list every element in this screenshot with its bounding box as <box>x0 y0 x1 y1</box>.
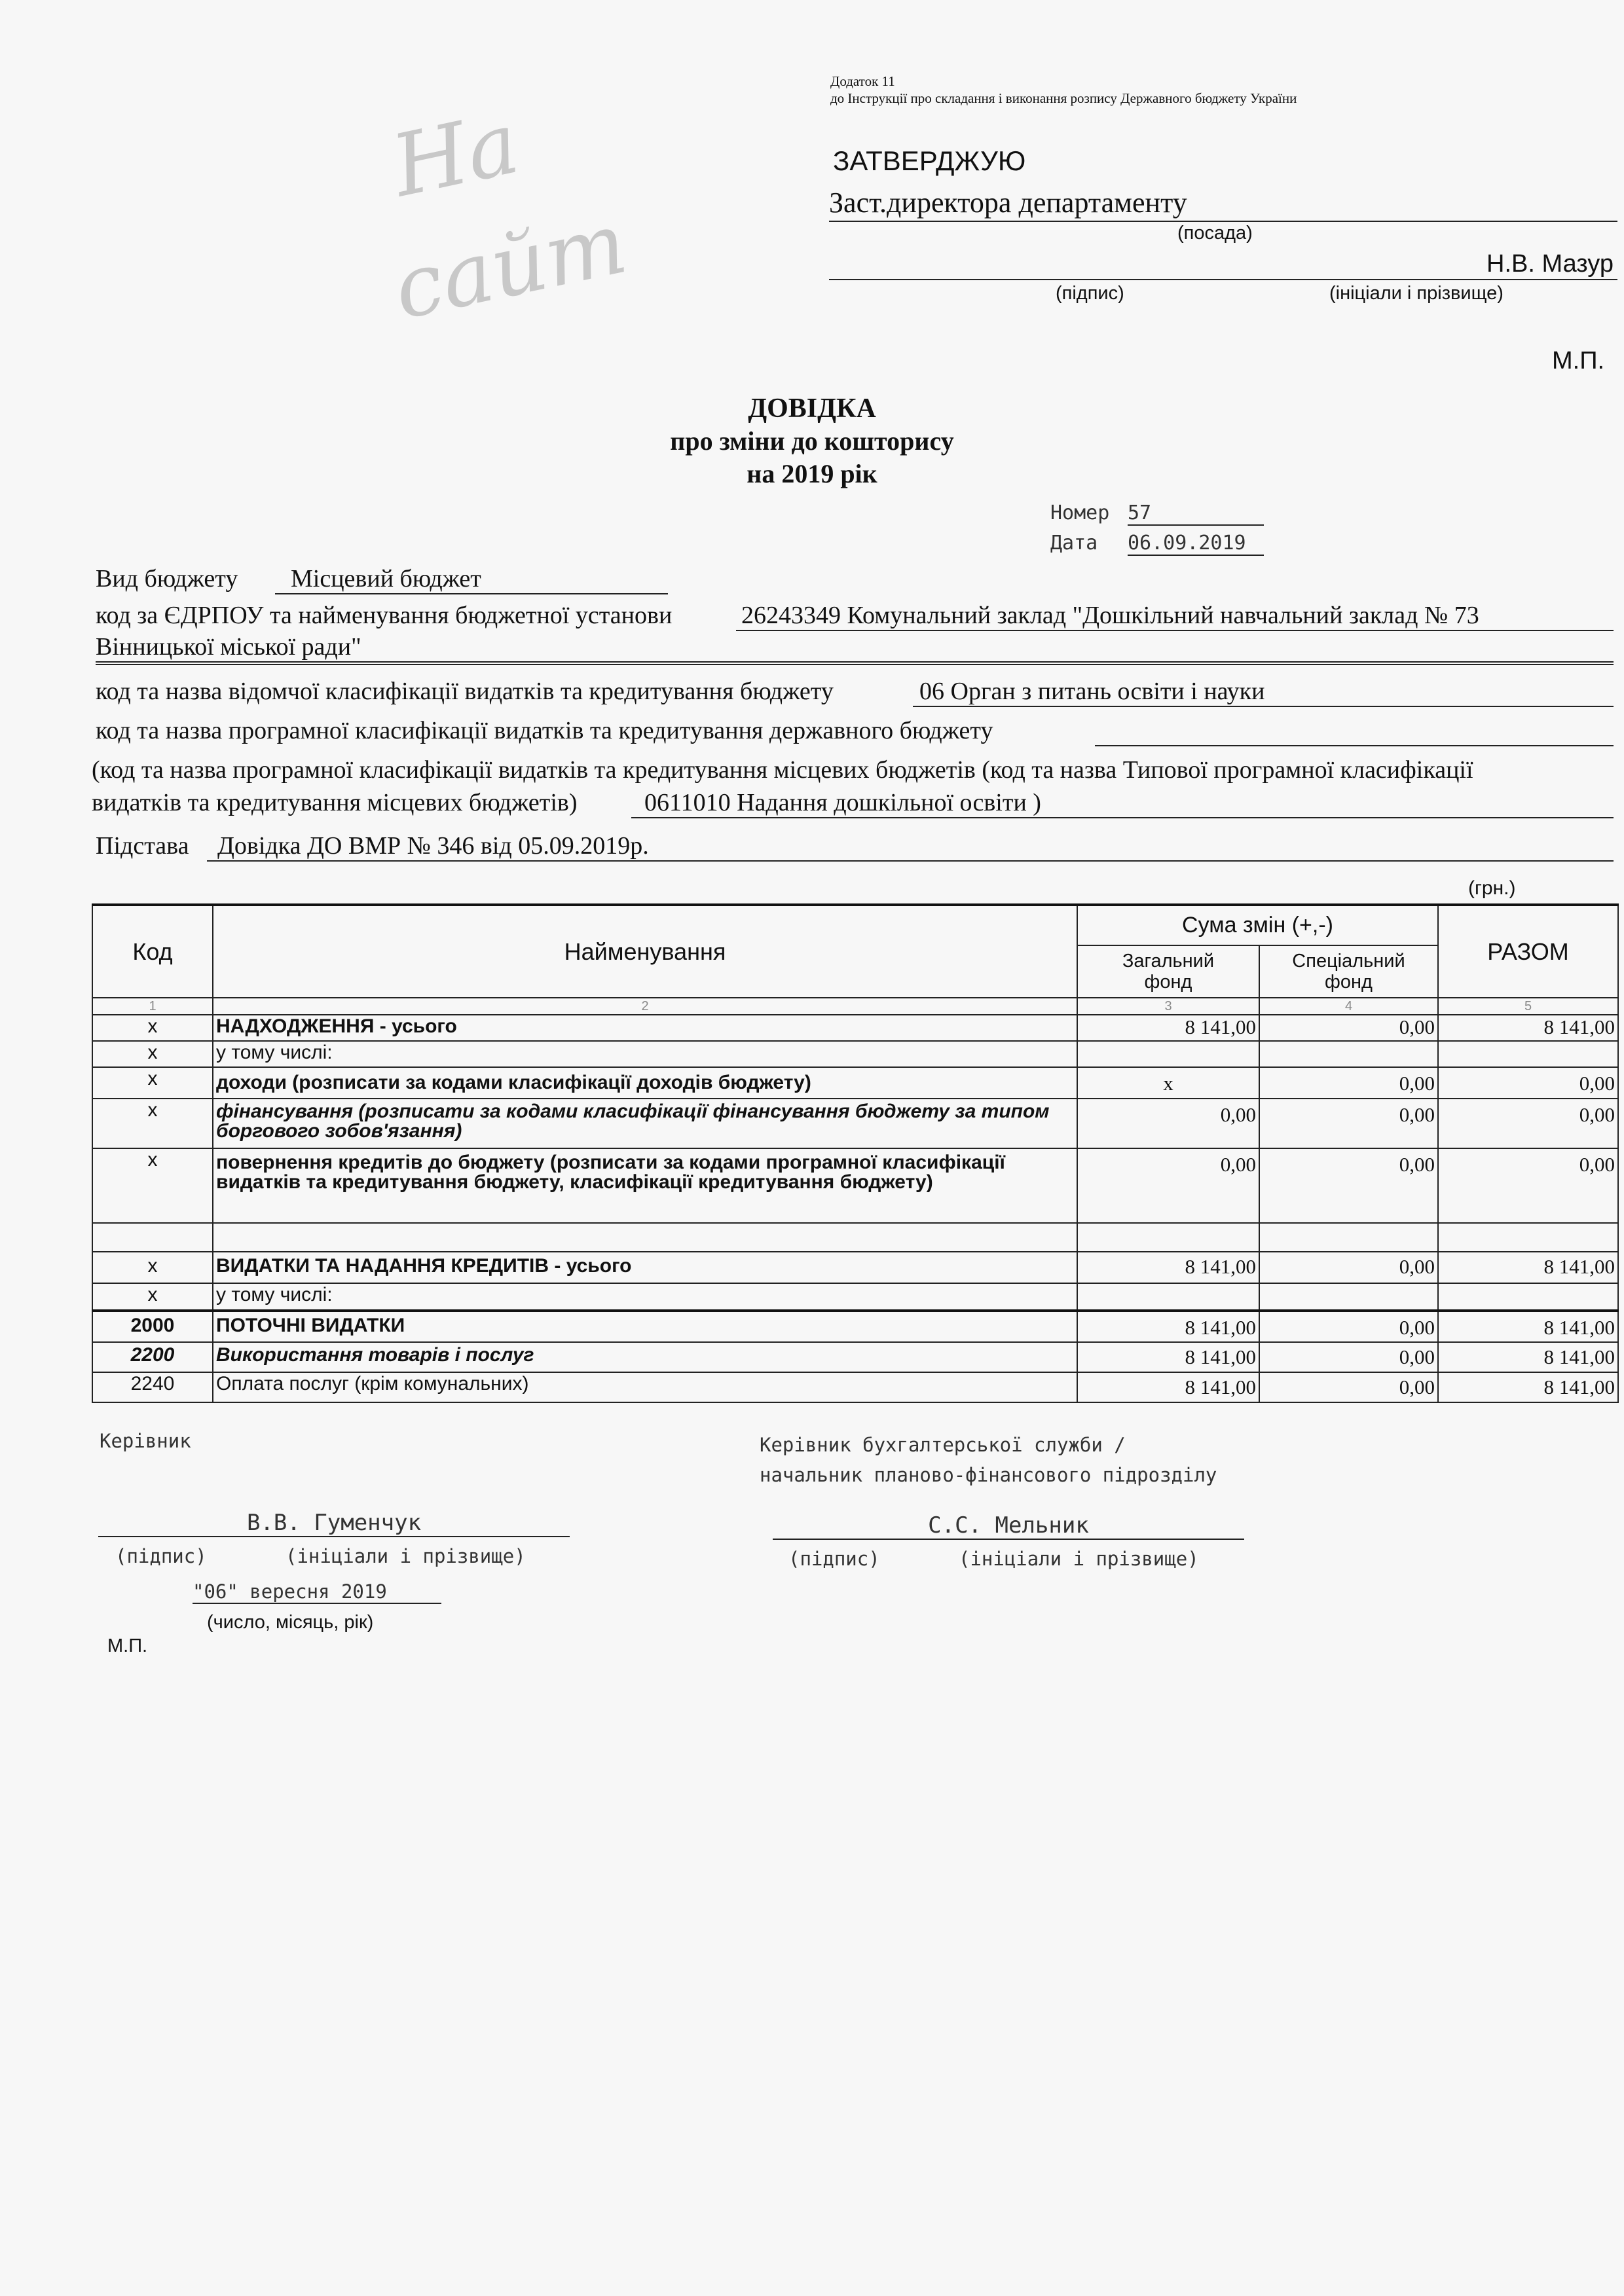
row-general: 8 141,00 <box>1077 1311 1259 1342</box>
table-row <box>92 1148 1618 1223</box>
accountant-label-line1: Керівник бухгалтерської служби / <box>760 1434 1126 1456</box>
table-row-empty <box>92 1223 1618 1252</box>
header-code: Код <box>92 905 213 998</box>
accountant-label-line2: начальник планово-фінансового підрозділу <box>760 1464 1217 1486</box>
approval-position: Заст.директора департаменту <box>829 186 1617 222</box>
date-value: 06.09.2019 <box>1128 532 1264 556</box>
row-total: 8 141,00 <box>1438 1372 1618 1402</box>
budget-changes-table <box>92 903 1619 1403</box>
approval-name: Н.В. Мазур <box>1486 250 1614 278</box>
table-row <box>92 1252 1618 1283</box>
index-3: 3 <box>1077 998 1259 1015</box>
table-row <box>92 1015 1618 1041</box>
row-name: НАДХОДЖЕННЯ - усього <box>213 1015 1077 1041</box>
approve-heading: ЗАТВЕРДЖУЮ <box>833 145 1026 176</box>
row-special: 0,00 <box>1259 1067 1438 1099</box>
head-name-caption: (ініціали і прізвище) <box>286 1545 526 1567</box>
sign-stamp: М.П. <box>107 1635 148 1656</box>
row-code: х <box>92 1148 213 1223</box>
row-special: 0,00 <box>1259 1148 1438 1223</box>
local-classification-line2: видатків та кредитування місцевих бюджетів) <box>92 789 578 816</box>
header-name: Найменування <box>213 905 1077 998</box>
budget-type-label: Вид бюджету <box>96 565 238 592</box>
row-total: 0,00 <box>1438 1099 1618 1148</box>
table-row <box>92 1099 1618 1148</box>
sign-date: "06" вересня 2019 <box>193 1580 441 1604</box>
accountant-signature-caption: (підпис) <box>788 1548 880 1570</box>
approval-stamp: М.П. <box>1552 347 1605 374</box>
row-name: у тому числі: <box>213 1283 1077 1311</box>
row-special: 0,00 <box>1259 1311 1438 1342</box>
approval-signature-caption: (підпис) <box>1056 283 1124 304</box>
sign-date-caption: (число, місяць, рік) <box>207 1612 374 1633</box>
edrpou-extra-line <box>96 664 1614 665</box>
row-name: повернення кредитів до бюджету (розписати за кодами програмної класифікації видатків та кредитування бюджету, класифікації кредитування бюджету) <box>213 1148 1077 1223</box>
row-total <box>1438 1283 1618 1311</box>
document-year: на 2019 рік <box>747 459 877 488</box>
row-total: 8 141,00 <box>1438 1342 1618 1372</box>
program-classification-label: код та назва програмної класифікації видатків та кредитування державного бюджету <box>96 717 993 744</box>
table-row <box>92 1041 1618 1067</box>
row-special: 0,00 <box>1259 1372 1438 1402</box>
table-row <box>92 1067 1618 1099</box>
header-special-fund: Спеціальний фонд <box>1259 945 1438 998</box>
number-value: 57 <box>1128 501 1264 526</box>
row-name: у тому числі: <box>213 1041 1077 1067</box>
document-subtitle: про зміни до кошторису <box>670 426 954 456</box>
edrpou-label: код за ЄДРПОУ та найменування бюджетної установи <box>96 602 673 629</box>
index-4: 4 <box>1259 998 1438 1015</box>
local-classification-value: 0611010 Надання дошкільної освіти ) <box>631 788 1614 818</box>
date-label: Дата <box>1050 532 1098 555</box>
budget-type-value: Місцевий бюджет <box>275 564 668 594</box>
row-general: 8 141,00 <box>1077 1372 1259 1402</box>
dept-classification-value: 06 Орган з питань освіти і науки <box>913 677 1614 707</box>
row-code: х <box>92 1099 213 1148</box>
accountant-name: С.С. Мельник <box>773 1512 1244 1540</box>
row-special: 0,00 <box>1259 1099 1438 1148</box>
accountant-name-caption: (ініціали і прізвище) <box>959 1548 1199 1570</box>
index-5: 5 <box>1438 998 1618 1015</box>
head-signature-caption: (підпис) <box>115 1545 207 1567</box>
index-2: 2 <box>213 998 1077 1015</box>
head-label: Керівник <box>100 1430 191 1452</box>
currency-label: (грн.) <box>1468 877 1516 899</box>
row-special: 0,00 <box>1259 1015 1438 1041</box>
table-row <box>92 1283 1618 1311</box>
row-code: х <box>92 1041 213 1067</box>
row-general <box>1077 1041 1259 1067</box>
row-general <box>1077 1283 1259 1311</box>
row-general: 8 141,00 <box>1077 1015 1259 1041</box>
header-total: РАЗОМ <box>1438 905 1618 998</box>
row-general: 8 141,00 <box>1077 1342 1259 1372</box>
row-name: доходи (розписати за кодами класифікації доходів бюджету) <box>213 1067 1077 1099</box>
row-special <box>1259 1041 1438 1067</box>
row-special <box>1259 1283 1438 1311</box>
row-code: 2240 <box>92 1372 213 1402</box>
basis-value: Довідка ДО ВМР № 346 від 05.09.2019р. <box>207 831 1614 862</box>
row-code: 2200 <box>92 1342 213 1372</box>
local-classification-line1: (код та назва програмної класифікації видатків та кредитування місцевих бюджетів (код та назва Типової програмної класифікації <box>92 756 1473 784</box>
edrpou-value: 26243349 Комунальний заклад "Дошкільний навчальний заклад № 73 <box>736 601 1614 631</box>
row-general: 0,00 <box>1077 1148 1259 1223</box>
row-code: х <box>92 1067 213 1099</box>
row-total: 0,00 <box>1438 1148 1618 1223</box>
index-1: 1 <box>92 998 213 1015</box>
approval-signature-line <box>829 250 1617 280</box>
row-general: 0,00 <box>1077 1099 1259 1148</box>
row-code: х <box>92 1283 213 1311</box>
annex-line1: Додаток 11 <box>830 73 895 89</box>
document-title: ДОВІДКА <box>748 393 876 424</box>
row-total: 8 141,00 <box>1438 1252 1618 1283</box>
annex-line2: до Інструкції про складання і виконання розпису Державного бюджету України <box>830 90 1297 106</box>
approval-name-caption: (ініціали і прізвище) <box>1329 283 1504 304</box>
header-sum-changes: Сума змін (+,-) <box>1077 905 1438 945</box>
table-row <box>92 1311 1618 1342</box>
row-special: 0,00 <box>1259 1252 1438 1283</box>
edrpou-value-cont: Вінницької міської ради" <box>96 632 1614 663</box>
row-general: х <box>1077 1067 1259 1099</box>
row-total <box>1438 1041 1618 1067</box>
row-code: х <box>92 1252 213 1283</box>
row-name: ВИДАТКИ ТА НАДАННЯ КРЕДИТІВ - усього <box>213 1252 1077 1283</box>
table-row <box>92 1372 1618 1402</box>
row-total: 8 141,00 <box>1438 1311 1618 1342</box>
handwritten-note-line1: На <box>384 92 527 217</box>
basis-label: Підстава <box>96 832 189 860</box>
table-row <box>92 1342 1618 1372</box>
row-general: 8 141,00 <box>1077 1252 1259 1283</box>
row-code: 2000 <box>92 1311 213 1342</box>
number-label: Номер <box>1050 501 1110 524</box>
row-total: 0,00 <box>1438 1067 1618 1099</box>
row-total: 8 141,00 <box>1438 1015 1618 1041</box>
dept-classification-label: код та назва відомчої класифікації видатків та кредитування бюджету <box>96 678 834 705</box>
head-name: В.В. Гуменчук <box>98 1510 570 1537</box>
row-name: Використання товарів і послуг <box>213 1342 1077 1372</box>
row-name: ПОТОЧНІ ВИДАТКИ <box>213 1311 1077 1342</box>
header-general-fund: Загальний фонд <box>1077 945 1259 998</box>
row-name: Оплата послуг (крім комунальних) <box>213 1372 1077 1402</box>
program-classification-value-line <box>1095 716 1614 746</box>
row-code: х <box>92 1015 213 1041</box>
approval-position-caption: (посада) <box>1177 223 1253 244</box>
row-special: 0,00 <box>1259 1342 1438 1372</box>
handwritten-note-line2: сайт <box>385 192 635 339</box>
row-name: фінансування (розписати за кодами класифікації фінансування бюджету за типом боргового зобов'язання) <box>213 1099 1077 1148</box>
